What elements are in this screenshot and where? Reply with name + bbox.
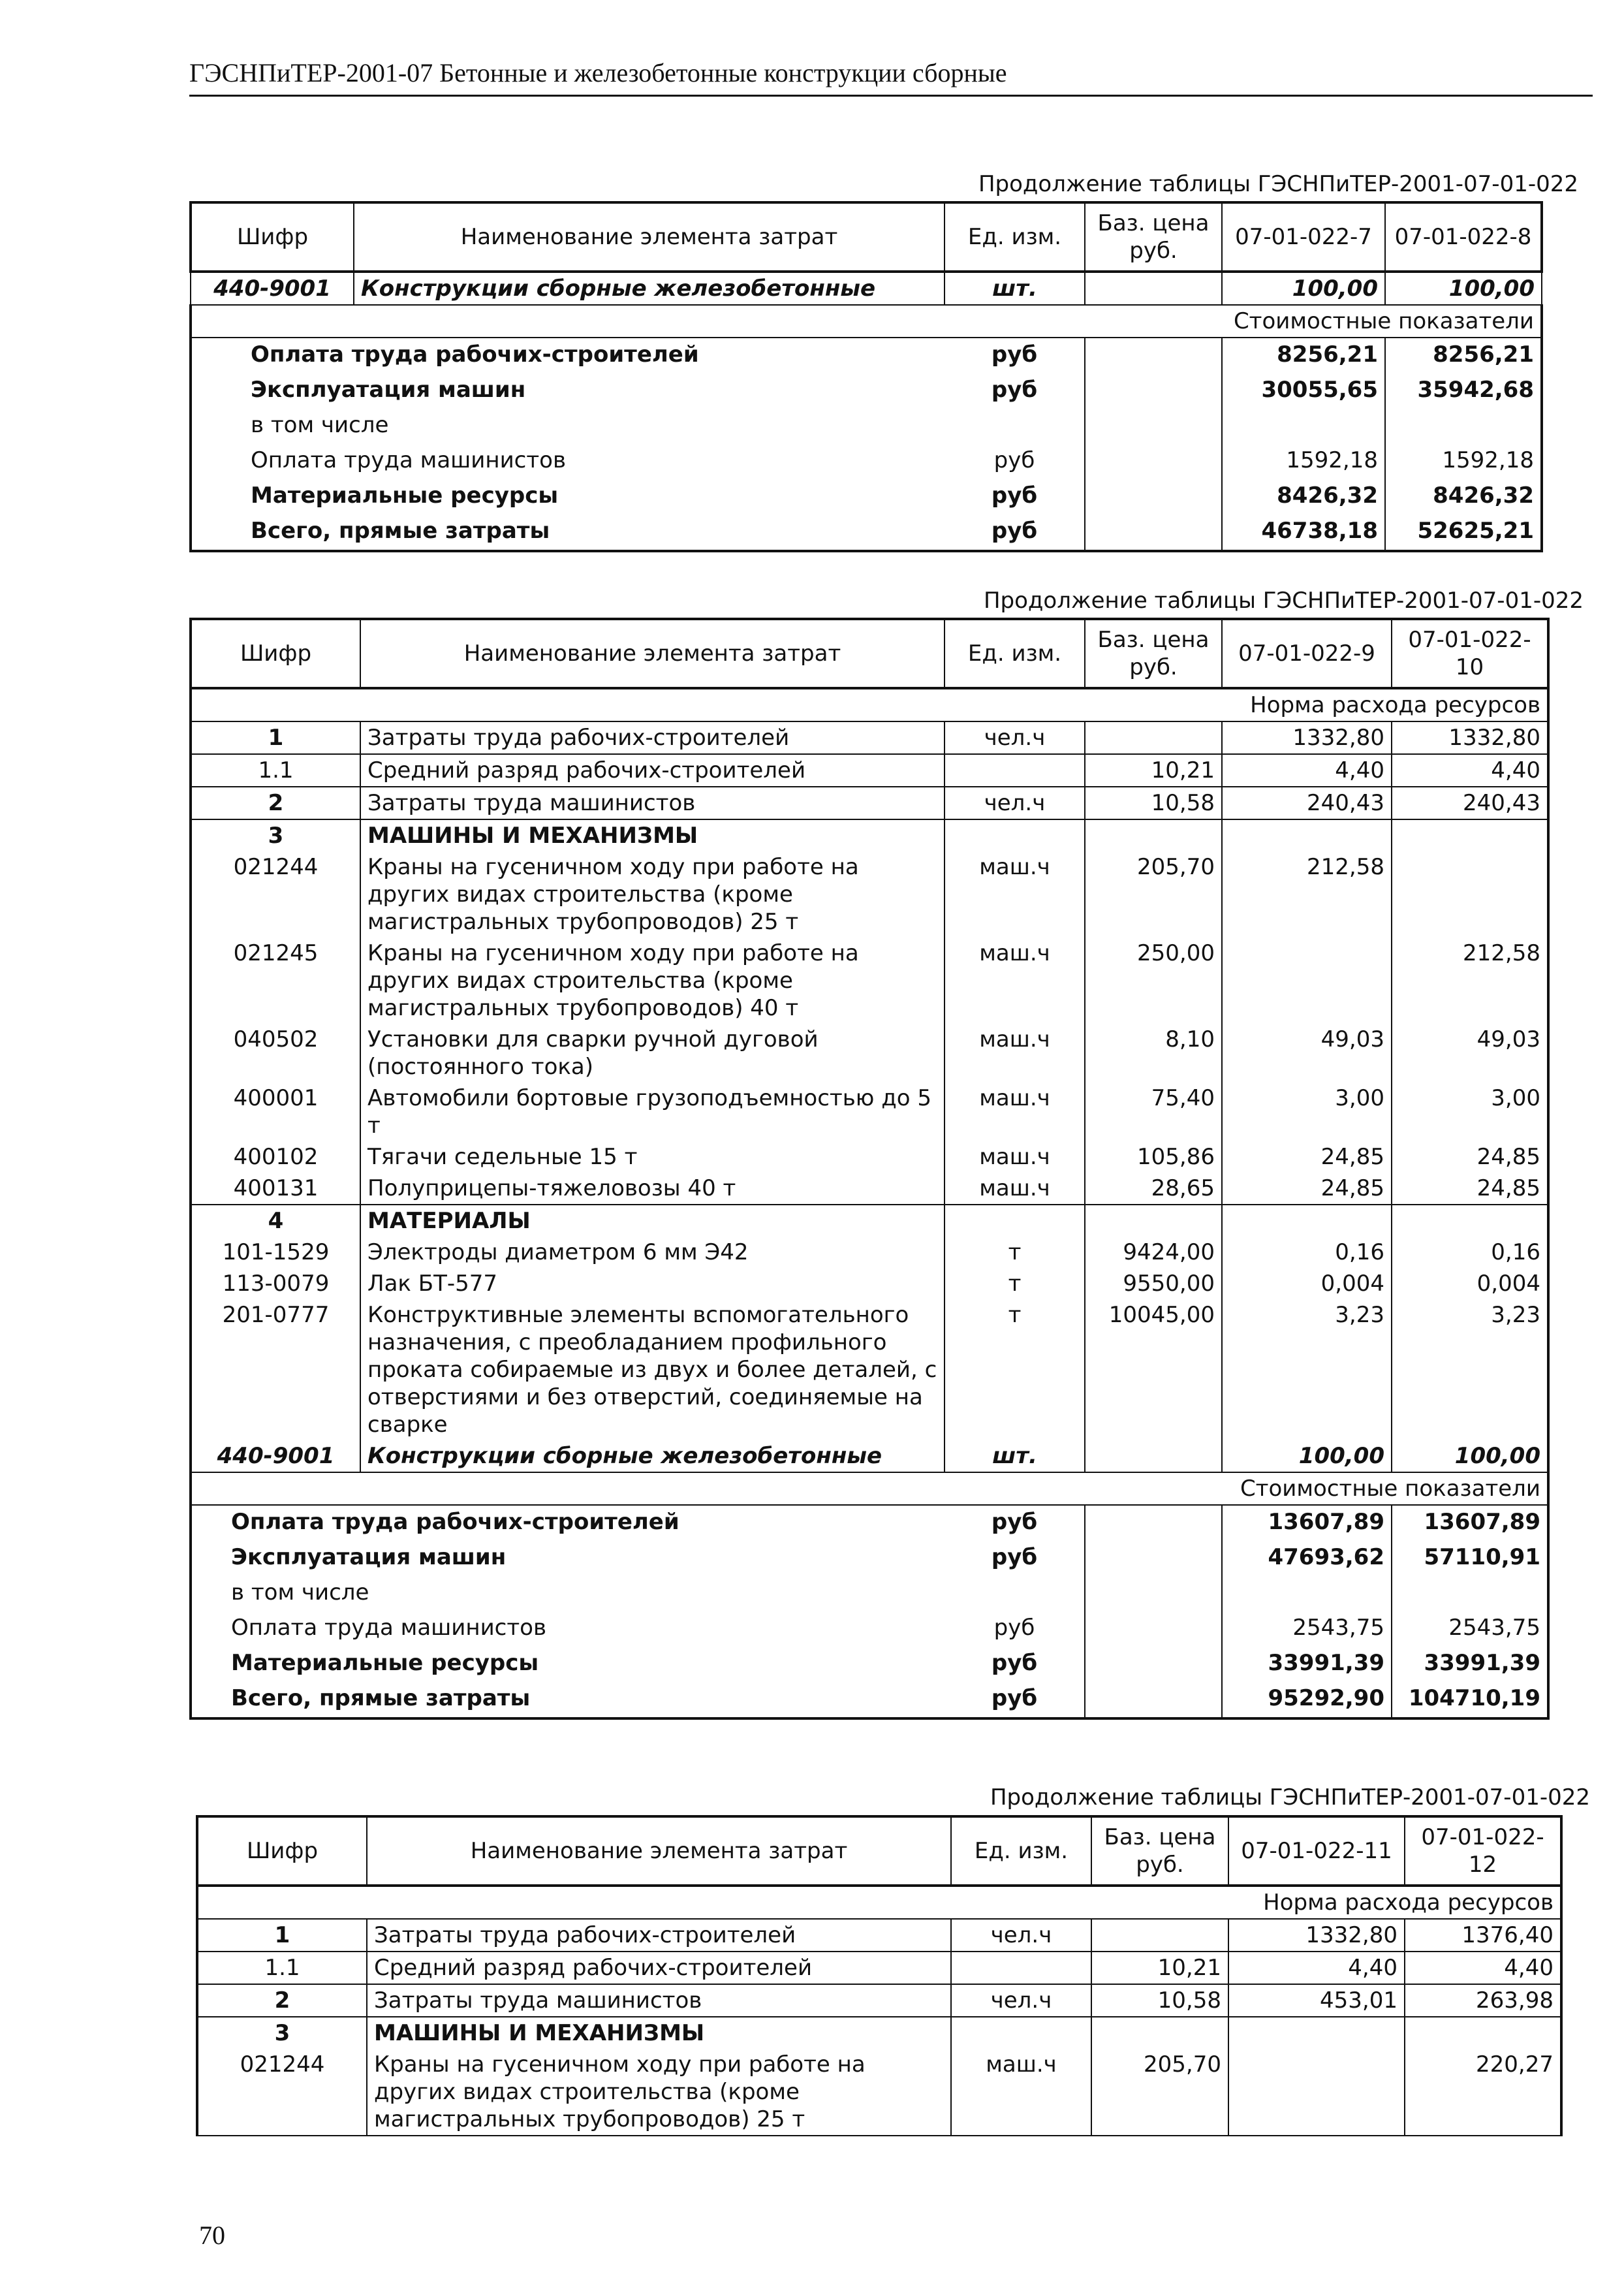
- table-row: [191, 851, 1548, 938]
- row-unit: шт.: [945, 272, 1085, 305]
- row-name: Конструкции сборные железобетонные: [360, 1440, 945, 1472]
- cost-label: Оплата труда машинистов: [191, 444, 945, 479]
- row-unit: маш.ч: [951, 2049, 1091, 2136]
- row-unit: чел.ч: [951, 1919, 1091, 1952]
- row-value: 3,23: [1222, 1299, 1392, 1440]
- row-unit: шт.: [945, 1440, 1085, 1472]
- cost-price: [1085, 1647, 1222, 1682]
- col-variant-header: 07-01-022-9: [1222, 619, 1392, 688]
- row-value: [1392, 1205, 1548, 1237]
- row-code: 021245: [191, 938, 360, 1024]
- cost-price: [1085, 1505, 1222, 1541]
- row-value: 3,00: [1222, 1083, 1392, 1141]
- table-header-row: [191, 619, 1548, 688]
- row-unit: [945, 754, 1085, 787]
- row-code: 201-0777: [191, 1299, 360, 1440]
- row-name: Затраты труда машинистов: [360, 787, 945, 819]
- row-price: [1085, 1205, 1222, 1237]
- row-name: Средний разряд рабочих-строителей: [367, 1952, 951, 1984]
- table-row: [191, 938, 1548, 1024]
- row-value: [1392, 851, 1548, 938]
- row-value: 453,01: [1228, 1984, 1405, 2017]
- col-variant-header: 07-01-022-10: [1392, 619, 1548, 688]
- table-row: [191, 787, 1548, 819]
- col-price-header: Баз. цена руб.: [1085, 202, 1222, 272]
- cost-unit: руб: [945, 338, 1085, 373]
- table-row: [191, 1205, 1548, 1237]
- row-code: 2: [191, 787, 360, 819]
- section-label: Стоимостные показатели: [191, 1472, 1548, 1505]
- row-value: 212,58: [1392, 938, 1548, 1024]
- row-value: 0,16: [1392, 1237, 1548, 1268]
- col-variant-header: 07-01-022-11: [1228, 1816, 1405, 1886]
- row-value: 0,004: [1222, 1268, 1392, 1299]
- table-caption: Продолжение таблицы ГЭСНПиТЕР-2001-07-01-022: [990, 1784, 1590, 1811]
- section-label: Норма расхода ресурсов: [191, 688, 1548, 721]
- cost-label: Оплата труда машинистов: [191, 1611, 945, 1647]
- cost-row: [191, 1541, 1548, 1576]
- row-value: 212,58: [1222, 851, 1392, 938]
- row-value: 0,16: [1222, 1237, 1392, 1268]
- row-name: Электроды диаметром 6 мм Э42: [360, 1237, 945, 1268]
- cost-unit: руб: [945, 373, 1085, 409]
- cost-value: [1385, 409, 1542, 444]
- row-value: 240,43: [1222, 787, 1392, 819]
- table-row: [191, 1237, 1548, 1268]
- row-value: 4,40: [1392, 754, 1548, 787]
- table-row: [191, 1299, 1548, 1440]
- cost-value: 2543,75: [1392, 1611, 1548, 1647]
- row-code: 400131: [191, 1173, 360, 1205]
- row-price: [1085, 721, 1222, 754]
- cost-unit: руб: [945, 444, 1085, 479]
- cost-value: 8426,32: [1385, 479, 1542, 514]
- row-value: [1392, 819, 1548, 851]
- cost-value: 8426,32: [1222, 479, 1385, 514]
- row-code: 1.1: [191, 754, 360, 787]
- row-price: 105,86: [1085, 1141, 1222, 1173]
- row-value: 4,40: [1405, 1952, 1561, 1984]
- table-row: [191, 1440, 1548, 1472]
- row-price: [1091, 2017, 1228, 2049]
- row-code: 1: [191, 721, 360, 754]
- section-row: [191, 688, 1548, 721]
- table-caption: Продолжение таблицы ГЭСНПиТЕР-2001-07-01-022: [978, 171, 1578, 197]
- row-price: 205,70: [1091, 2049, 1228, 2136]
- row-name: Установки для сварки ручной дуговой (постоянного тока): [360, 1024, 945, 1083]
- cost-row: [191, 444, 1542, 479]
- row-value: 24,85: [1392, 1141, 1548, 1173]
- row-unit: чел.ч: [945, 721, 1085, 754]
- row-unit: маш.ч: [945, 1083, 1085, 1141]
- row-price: 10,58: [1085, 787, 1222, 819]
- cost-row: [191, 1505, 1548, 1541]
- table-row: [191, 1268, 1548, 1299]
- cost-unit: руб: [945, 1647, 1085, 1682]
- row-value: [1222, 819, 1392, 851]
- row-value: 263,98: [1405, 1984, 1561, 2017]
- cost-label: Оплата труда рабочих-строителей: [191, 338, 945, 373]
- row-code: 113-0079: [191, 1268, 360, 1299]
- resource-table-2: [189, 618, 1550, 1720]
- cost-value: 52625,21: [1385, 514, 1542, 551]
- row-code: 2: [197, 1984, 367, 2017]
- col-variant-header: 07-01-022-12: [1405, 1816, 1561, 1886]
- col-code-header: Шифр: [191, 619, 360, 688]
- row-value: [1405, 2017, 1561, 2049]
- row-name: Конструктивные элементы вспомогательного назначения, с преобладанием профильного проката собираемые из двух и более деталей, с отверстиями и без отверстий, соединяемые на сварке: [360, 1299, 945, 1440]
- row-value: 100,00: [1392, 1440, 1548, 1472]
- cost-label: в том числе: [191, 409, 945, 444]
- section-row: [191, 1472, 1548, 1505]
- cost-price: [1085, 444, 1222, 479]
- row-value: 24,85: [1222, 1141, 1392, 1173]
- cost-unit: руб: [945, 514, 1085, 551]
- row-code: 440-9001: [191, 1440, 360, 1472]
- table-row: [191, 721, 1548, 754]
- cost-value: 13607,89: [1392, 1505, 1548, 1541]
- row-name: Полуприцепы-тяжеловозы 40 т: [360, 1173, 945, 1205]
- cost-label: Материальные ресурсы: [191, 479, 945, 514]
- row-unit: маш.ч: [945, 1024, 1085, 1083]
- cost-unit: руб: [945, 1611, 1085, 1647]
- cost-value: [1222, 409, 1385, 444]
- row-unit: маш.ч: [945, 1141, 1085, 1173]
- table-row: [197, 1952, 1561, 1984]
- section-label: Стоимостные показатели: [191, 305, 1542, 338]
- row-name: Затраты труда рабочих-строителей: [367, 1919, 951, 1952]
- row-unit: т: [945, 1237, 1085, 1268]
- cost-row: [191, 338, 1542, 373]
- row-price: 9550,00: [1085, 1268, 1222, 1299]
- col-variant-header: 07-01-022-8: [1385, 202, 1542, 272]
- row-code: 1: [197, 1919, 367, 1952]
- row-value: 1332,80: [1392, 721, 1548, 754]
- row-unit: маш.ч: [945, 1173, 1085, 1205]
- col-code-header: Шифр: [191, 202, 354, 272]
- resource-table-1: [189, 201, 1543, 552]
- row-unit: [945, 1205, 1085, 1237]
- row-name: Лак БТ-577: [360, 1268, 945, 1299]
- cost-value: [1222, 1576, 1392, 1611]
- row-price: [1091, 1919, 1228, 1952]
- row-name: Краны на гусеничном ходу при работе на других видах строительства (кроме магистральных трубопроводов) 25 т: [367, 2049, 951, 2136]
- row-price: 205,70: [1085, 851, 1222, 938]
- row-value: 3,23: [1392, 1299, 1548, 1440]
- table-row: [191, 272, 1542, 305]
- row-value: 49,03: [1392, 1024, 1548, 1083]
- row-code: 4: [191, 1205, 360, 1237]
- col-unit-header: Ед. изм.: [951, 1816, 1091, 1886]
- cost-row: [191, 479, 1542, 514]
- col-unit-header: Ед. изм.: [945, 619, 1085, 688]
- cost-unit: руб: [945, 1505, 1085, 1541]
- table-header-row: [197, 1816, 1561, 1886]
- row-price: [1085, 1440, 1222, 1472]
- row-price: [1085, 272, 1222, 305]
- cost-price: [1085, 338, 1222, 373]
- row-price: 75,40: [1085, 1083, 1222, 1141]
- resource-table-3: [196, 1815, 1563, 2136]
- row-value: 4,40: [1222, 754, 1392, 787]
- row-code: 400102: [191, 1141, 360, 1173]
- row-code: 021244: [197, 2049, 367, 2136]
- col-variant-header: 07-01-022-7: [1222, 202, 1385, 272]
- cost-label: Всего, прямые затраты: [191, 514, 945, 551]
- row-name: Тягачи седельные 15 т: [360, 1141, 945, 1173]
- row-unit: т: [945, 1299, 1085, 1440]
- col-name-header: Наименование элемента затрат: [367, 1816, 951, 1886]
- row-price: 9424,00: [1085, 1237, 1222, 1268]
- cost-value: 33991,39: [1392, 1647, 1548, 1682]
- cost-label: Оплата труда рабочих-строителей: [191, 1505, 945, 1541]
- cost-row: [191, 1647, 1548, 1682]
- col-name-header: Наименование элемента затрат: [360, 619, 945, 688]
- table-row: [191, 1024, 1548, 1083]
- row-price: 10,21: [1091, 1952, 1228, 1984]
- row-value: 3,00: [1392, 1083, 1548, 1141]
- row-value: 100,00: [1222, 272, 1385, 305]
- row-value: 0,004: [1392, 1268, 1548, 1299]
- row-value: 100,00: [1222, 1440, 1392, 1472]
- cost-unit: руб: [945, 1682, 1085, 1718]
- row-code: 040502: [191, 1024, 360, 1083]
- row-code: 3: [191, 819, 360, 851]
- table-row: [191, 1173, 1548, 1205]
- row-value: [1228, 2017, 1405, 2049]
- row-value: [1222, 938, 1392, 1024]
- row-price: 10045,00: [1085, 1299, 1222, 1440]
- cost-unit: [945, 1576, 1085, 1611]
- table-row: [191, 754, 1548, 787]
- table-caption: Продолжение таблицы ГЭСНПиТЕР-2001-07-01-022: [983, 588, 1584, 614]
- row-name: Затраты труда машинистов: [367, 1984, 951, 2017]
- cost-price: [1085, 1611, 1222, 1647]
- cost-value: 8256,21: [1385, 338, 1542, 373]
- cost-row: [191, 409, 1542, 444]
- table-row: [191, 1141, 1548, 1173]
- row-value: 49,03: [1222, 1024, 1392, 1083]
- row-name: Затраты труда рабочих-строителей: [360, 721, 945, 754]
- table-row: [191, 819, 1548, 851]
- cost-unit: руб: [945, 479, 1085, 514]
- table-row: [197, 1984, 1561, 2017]
- row-name: Средний разряд рабочих-строителей: [360, 754, 945, 787]
- page-header: ГЭСНПиТЕР-2001-07 Бетонные и железобетонные конструкции сборные: [189, 57, 1593, 97]
- row-code: 440-9001: [191, 272, 354, 305]
- row-value: 1332,80: [1228, 1919, 1405, 1952]
- cost-value: 1592,18: [1385, 444, 1542, 479]
- cost-value: 35942,68: [1385, 373, 1542, 409]
- row-value: [1228, 2049, 1405, 2136]
- cost-label: Эксплуатация машин: [191, 373, 945, 409]
- cost-value: 2543,75: [1222, 1611, 1392, 1647]
- cost-row: [191, 1682, 1548, 1718]
- section-row: [197, 1886, 1561, 1919]
- row-name: МАШИНЫ И МЕХАНИЗМЫ: [360, 819, 945, 851]
- row-unit: чел.ч: [945, 787, 1085, 819]
- row-code: 101-1529: [191, 1237, 360, 1268]
- table-header-row: [191, 202, 1542, 272]
- cost-value: 1592,18: [1222, 444, 1385, 479]
- row-name: Краны на гусеничном ходу при работе на других видах строительства (кроме магистральных трубопроводов) 25 т: [360, 851, 945, 938]
- section-label: Норма расхода ресурсов: [197, 1886, 1561, 1919]
- col-unit-header: Ед. изм.: [945, 202, 1085, 272]
- cost-value: 30055,65: [1222, 373, 1385, 409]
- cost-label: Материальные ресурсы: [191, 1647, 945, 1682]
- page-number: 70: [199, 2221, 225, 2250]
- row-name: Конструкции сборные железобетонные: [354, 272, 945, 305]
- cost-label: Эксплуатация машин: [191, 1541, 945, 1576]
- row-code: 3: [197, 2017, 367, 2049]
- cost-price: [1085, 1682, 1222, 1718]
- cost-value: 13607,89: [1222, 1505, 1392, 1541]
- row-price: 28,65: [1085, 1173, 1222, 1205]
- row-name: МАТЕРИАЛЫ: [360, 1205, 945, 1237]
- cost-value: 46738,18: [1222, 514, 1385, 551]
- cost-value: [1392, 1576, 1548, 1611]
- row-value: 1332,80: [1222, 721, 1392, 754]
- cost-row: [191, 514, 1542, 551]
- cost-value: 95292,90: [1222, 1682, 1392, 1718]
- col-code-header: Шифр: [197, 1816, 367, 1886]
- row-code: 021244: [191, 851, 360, 938]
- row-unit: маш.ч: [945, 851, 1085, 938]
- row-price: 8,10: [1085, 1024, 1222, 1083]
- row-value: 1376,40: [1405, 1919, 1561, 1952]
- section-row: [191, 305, 1542, 338]
- cost-unit: [945, 409, 1085, 444]
- row-unit: маш.ч: [945, 938, 1085, 1024]
- cost-value: 104710,19: [1392, 1682, 1548, 1718]
- row-unit: т: [945, 1268, 1085, 1299]
- row-value: 4,40: [1228, 1952, 1405, 1984]
- table-row: [197, 1919, 1561, 1952]
- row-unit: [945, 819, 1085, 851]
- table-row: [197, 2017, 1561, 2049]
- table-row: [197, 2049, 1561, 2136]
- row-price: [1085, 819, 1222, 851]
- row-value: 24,85: [1222, 1173, 1392, 1205]
- cost-price: [1085, 409, 1222, 444]
- row-code: 400001: [191, 1083, 360, 1141]
- cost-row: [191, 373, 1542, 409]
- cost-value: 8256,21: [1222, 338, 1385, 373]
- row-name: МАШИНЫ И МЕХАНИЗМЫ: [367, 2017, 951, 2049]
- row-unit: чел.ч: [951, 1984, 1091, 2017]
- row-price: 10,21: [1085, 754, 1222, 787]
- cost-row: [191, 1611, 1548, 1647]
- row-unit: [951, 1952, 1091, 1984]
- row-price: 10,58: [1091, 1984, 1228, 2017]
- col-price-header: Баз. цена руб.: [1091, 1816, 1228, 1886]
- row-value: 24,85: [1392, 1173, 1548, 1205]
- row-value: [1222, 1205, 1392, 1237]
- col-price-header: Баз. цена руб.: [1085, 619, 1222, 688]
- row-code: 1.1: [197, 1952, 367, 1984]
- row-name: Автомобили бортовые грузоподъемностью до 5 т: [360, 1083, 945, 1141]
- row-value: 100,00: [1385, 272, 1542, 305]
- col-name-header: Наименование элемента затрат: [354, 202, 945, 272]
- cost-price: [1085, 373, 1222, 409]
- cost-value: 57110,91: [1392, 1541, 1548, 1576]
- cost-unit: руб: [945, 1541, 1085, 1576]
- row-unit: [951, 2017, 1091, 2049]
- row-value: 240,43: [1392, 787, 1548, 819]
- cost-label: Всего, прямые затраты: [191, 1682, 945, 1718]
- cost-price: [1085, 514, 1222, 551]
- cost-label: в том числе: [191, 1576, 945, 1611]
- cost-row: [191, 1576, 1548, 1611]
- cost-value: 47693,62: [1222, 1541, 1392, 1576]
- table-row: [191, 1083, 1548, 1141]
- cost-price: [1085, 1541, 1222, 1576]
- row-name: Краны на гусеничном ходу при работе на других видах строительства (кроме магистральных трубопроводов) 40 т: [360, 938, 945, 1024]
- cost-price: [1085, 1576, 1222, 1611]
- cost-value: 33991,39: [1222, 1647, 1392, 1682]
- row-value: 220,27: [1405, 2049, 1561, 2136]
- row-price: 250,00: [1085, 938, 1222, 1024]
- cost-price: [1085, 479, 1222, 514]
